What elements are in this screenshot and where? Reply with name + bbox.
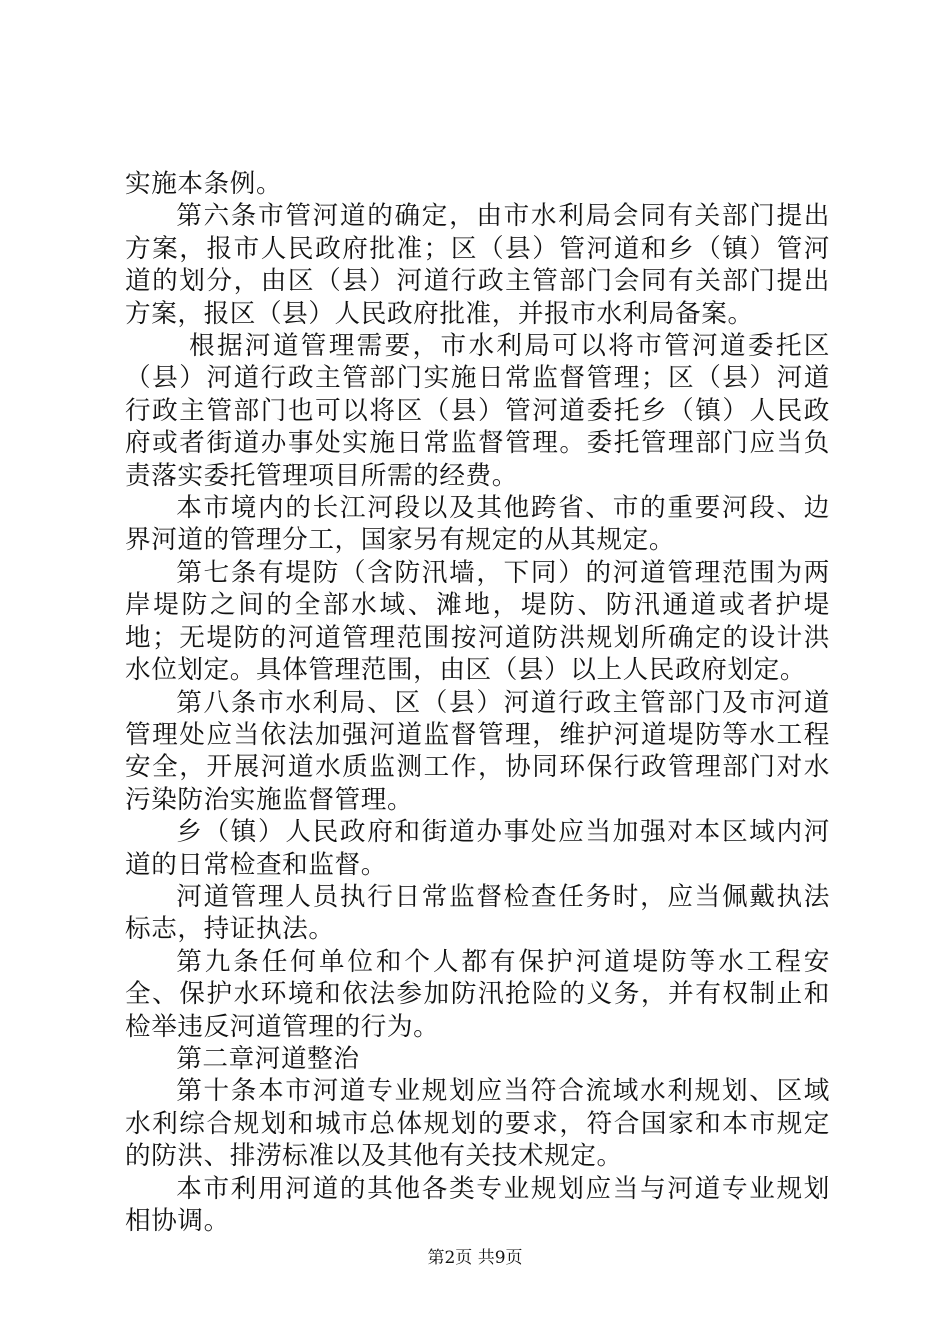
paragraph-article-8: 第八条市水利局、区（县）河道行政主管部门及市河道管理处应当依法加强河道监督管理，维护河道堤防等水工程安全，开展河道水质监测工作，协同环保行政管理部门对水污染防治实施监督管理。 [125, 687, 830, 815]
paragraph-delegation: 根据河道管理需要，市水利局可以将市管河道委托区（县）河道行政主管部门实施日常监督管理；区（县）河道行政主管部门也可以将区（县）管河道委托乡（镇）人民政府或者街道办事处实施日常监督管理。委托管理部门应当负责落实委托管理项目所需的经费。 [125, 331, 830, 491]
paragraph-yangtze: 本市境内的长江河段以及其他跨省、市的重要河段、边界河道的管理分工，国家另有规定的从其规定。 [125, 493, 830, 556]
paragraph-article-10: 第十条本市河道专业规划应当符合流域水利规划、区域水利综合规划和城市总体规划的要求，符合国家和本市规定的防洪、排涝标准以及其他有关技术规定。 [125, 1076, 830, 1172]
paragraph-continuation: 实施本条例。 [125, 169, 283, 199]
paragraph-article-6: 第六条市管河道的确定，由市水利局会同有关部门提出方案，报市人民政府批准；区（县）管河道和乡（镇）管河道的划分，由区（县）河道行政主管部门会同有关部门提出方案，报区（县）人民政府批准，并报市水利局备案。 [125, 201, 830, 329]
paragraph-enforcement: 河道管理人员执行日常监督检查任务时，应当佩戴执法标志，持证执法。 [125, 881, 830, 945]
chapter-heading: 第二章河道整治 [176, 1043, 360, 1074]
paragraph-township-duty: 乡（镇）人民政府和街道办事处应当加强对本区域内河道的日常检查和监督。 [125, 817, 830, 880]
paragraph-article-9: 第九条任何单位和个人都有保护河道堤防等水工程安全、保护水环境和依法参加防汛抢险的义务，并有权制止和检举违反河道管理的行为。 [125, 946, 830, 1042]
document-body [125, 168, 830, 1237]
paragraph-article-7: 第七条有堤防（含防汛墙，下同）的河道管理范围为两岸堤防之间的全部水域、滩地，堤防、防汛通道或者护堤地；无堤防的河道管理范围按河道防洪规划所确定的设计洪水位划定。具体管理范围，由区（县）以上人民政府划定。 [125, 557, 830, 686]
paragraph-coordination: 本市利用河道的其他各类专业规划应当与河道专业规划相协调。 [125, 1173, 830, 1236]
page-number-footer: 第2页 共9页 [427, 1248, 523, 1268]
